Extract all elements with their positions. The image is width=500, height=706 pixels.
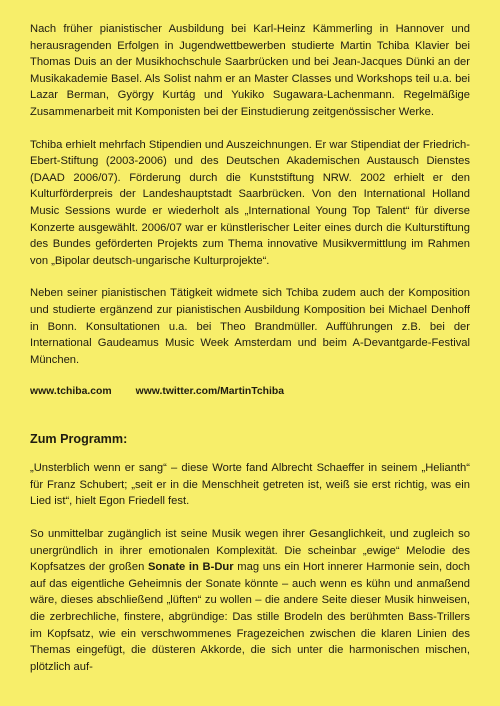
spacer: [30, 448, 470, 460]
spacer: [30, 400, 470, 430]
spacer: [30, 368, 470, 384]
program-heading: Zum Programm:: [30, 432, 128, 447]
links-row: [30, 384, 470, 400]
bio-paragraph-education: Nach früher pianistischer Ausbildung bei Karl-Heinz Kämmerling in Hannover und herausragenden Erfolgen in Jugendwettbewerben studierte Martin Tchiba Klavier bei Thomas Duis an der Musikhochschule Saarbrücken und bei Jean-Jacques Dünki an der Musikakademie Basel. Als Solist nahm er an Master Classes und Workshops teil u.a. bei Lazar Berman, György Kurtág und Yukiko Sugawara-Lachenmann. Regelmäßige Zusammenarbeit mit Komponisten bei der Einstudierung zeitgenössischer Werke.: [30, 23, 470, 118]
program-paragraph-quotes: „Unsterblich wenn er sang“ – diese Worte fand Albrecht Schaeffer in seinem „Helianth“ für Franz Schubert; „seit er in die Menschheit getreten ist, weiß sie erst richtig, was ein Lied ist“, hielt Egon Friedell fest.: [30, 462, 470, 508]
program-paragraph-sonata: [30, 526, 470, 675]
sonata-text-before: So unmittelbar zugänglich ist seine Musik wegen ihrer Gesanglichkeit, und zugleich so unergründlich in ihrer emotionalen Komplexität. Die scheinbar „ewige“ Melodie des Kopfsatzes der großen: [30, 528, 470, 574]
sonata-text-after: mag uns ein Hort innerer Harmonie sein, doch auf das eigentliche Geheimnis der Sonate könnte – auch wenn es kühn und anmaßend wäre, dieses abschließend „lüften“ zu wollen – die andere Seite dieser Musik hinweisen, die zerbrechliche, finstere, abgründige: Das stille Brodeln des berühmten Bass-Trillers im Kopfsatz, wie ein verschwommenes Fragezeichen zwischen die klaren Linien des Themas eingefügt, die düsteren Akkorde, die sich unter die harmonischen mischen, plötzlich auf-: [30, 561, 470, 673]
sonata-title-highlight: Sonate in B-Dur: [147, 561, 234, 574]
twitter-link[interactable]: www.twitter.com/MartinTchiba: [135, 386, 284, 398]
spacer: [30, 510, 470, 526]
bio-paragraph-awards: Tchiba erhielt mehrfach Stipendien und Auszeichnungen. Er war Stipendiat der Friedrich-Ebert-Stiftung (2003-2006) und des Deutschen Akademischen Austausch Dienstes (DAAD 2006/07). Förderung durch die Kunststiftung NRW. 2002 erhielt er den Kulturförderpreis der Landeshauptstadt Saarbrücken. Von den International Holland Music Sessions wurde er wiederholt als „International Young Top Talent“ für diverse Konzerte ausgewählt. 2006/07 war er künstlerischer Leiter eines durch die Kulturstiftung des Bundes geförderten Projekts zum Thema innovative Musikvermittlung im Rahmen von „Bipolar deutsch-ungarische Kulturprojekte“.: [30, 138, 470, 267]
bio-paragraph-composition: Neben seiner pianistischen Tätigkeit widmete sich Tchiba zudem auch der Komposition und studierte ergänzend zur pianistischen Ausbildung Komposition bei Michael Denhoff in Bonn. Konsultationen u.a. bei Theo Brandmüller. Aufführungen z.B. bei der International Gaudeamus Music Week Amsterdam und beim A-Devantgarde-Festival München.: [30, 287, 470, 366]
spacer: [30, 121, 470, 137]
website-link[interactable]: www.tchiba.com: [30, 386, 112, 398]
spacer: [30, 269, 470, 285]
